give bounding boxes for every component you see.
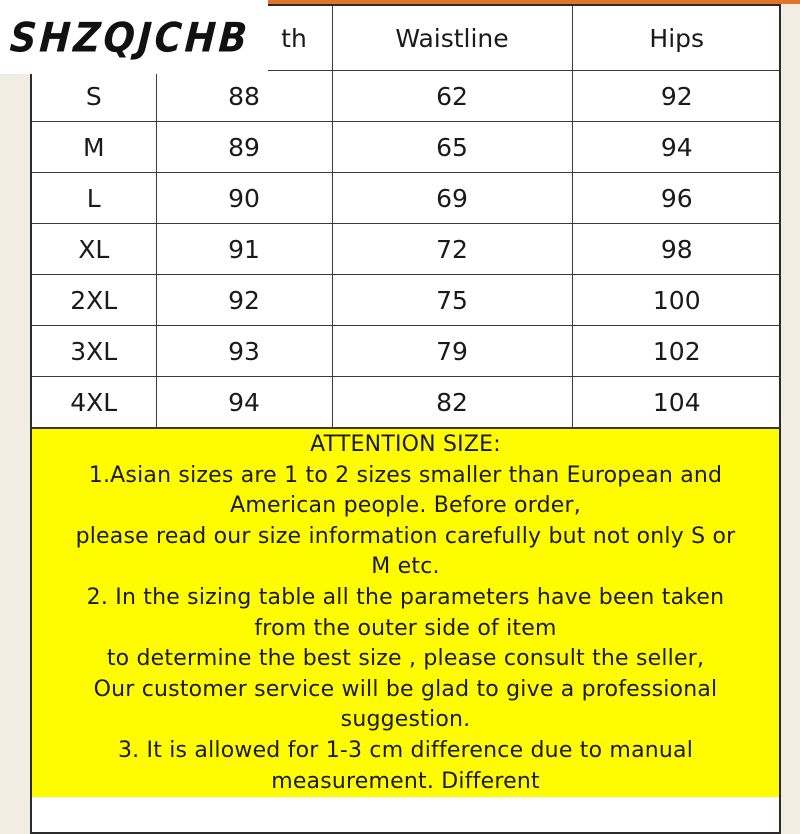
header-length: th	[156, 6, 332, 71]
length-cell: 94	[156, 377, 332, 428]
length-cell: 92	[156, 275, 332, 326]
hips-cell: 104	[572, 377, 781, 428]
waistline-cell: 72	[332, 224, 572, 275]
hips-cell: 102	[572, 326, 781, 377]
length-cell: 90	[156, 173, 332, 224]
attention-line: American people. Before order,	[230, 493, 581, 519]
attention-line: measurement. Different	[271, 768, 540, 794]
attention-line: from the outer side of item	[254, 615, 557, 641]
header-hips: Hips	[572, 6, 781, 71]
attention-line: 1.Asian sizes are 1 to 2 sizes smaller than European and	[88, 462, 723, 488]
waistline-cell: 82	[332, 377, 572, 428]
attention-line: 3. It is allowed for 1-3 cm difference due to manual	[117, 737, 694, 763]
length-cell: 93	[156, 326, 332, 377]
size-cell: 2XL	[32, 275, 156, 326]
hips-cell: 100	[572, 275, 781, 326]
table-row	[32, 377, 781, 428]
brand-name: SHZQJCHB	[8, 13, 252, 61]
waistline-cell: 79	[332, 326, 572, 377]
table-row	[32, 224, 781, 275]
attention-line: please read our size information carefully but not only S or	[75, 523, 736, 549]
attention-notice	[32, 428, 779, 797]
size-cell: L	[32, 173, 156, 224]
length-cell: 91	[156, 224, 332, 275]
size-cell: S	[32, 71, 156, 122]
attention-line: M etc.	[371, 554, 440, 580]
waistline-cell: 69	[332, 173, 572, 224]
brand-watermark	[0, 0, 268, 74]
length-cell: 89	[156, 122, 332, 173]
table-row	[32, 173, 781, 224]
table-row	[32, 326, 781, 377]
size-cell: M	[32, 122, 156, 173]
size-cell: 4XL	[32, 377, 156, 428]
hips-cell: 92	[572, 71, 781, 122]
hips-cell: 96	[572, 173, 781, 224]
attention-line: ATTENTION SIZE:	[310, 432, 501, 457]
hips-cell: 98	[572, 224, 781, 275]
attention-line: suggestion.	[340, 707, 471, 733]
length-cell: 88	[156, 71, 332, 122]
attention-line: to determine the best size , please consult the seller,	[106, 646, 705, 672]
waistline-cell: 65	[332, 122, 572, 173]
attention-line: 2. In the sizing table all the parameters have been taken	[86, 584, 725, 610]
attention-line: Our customer service will be glad to give a professional	[93, 676, 718, 702]
hips-cell: 94	[572, 122, 781, 173]
size-cell: XL	[32, 224, 156, 275]
size-chart	[30, 4, 781, 834]
table-row	[32, 275, 781, 326]
table-row	[32, 122, 781, 173]
waistline-cell: 75	[332, 275, 572, 326]
table-row	[32, 71, 781, 122]
header-waistline: Waistline	[332, 6, 572, 71]
size-cell: 3XL	[32, 326, 156, 377]
waistline-cell: 62	[332, 71, 572, 122]
